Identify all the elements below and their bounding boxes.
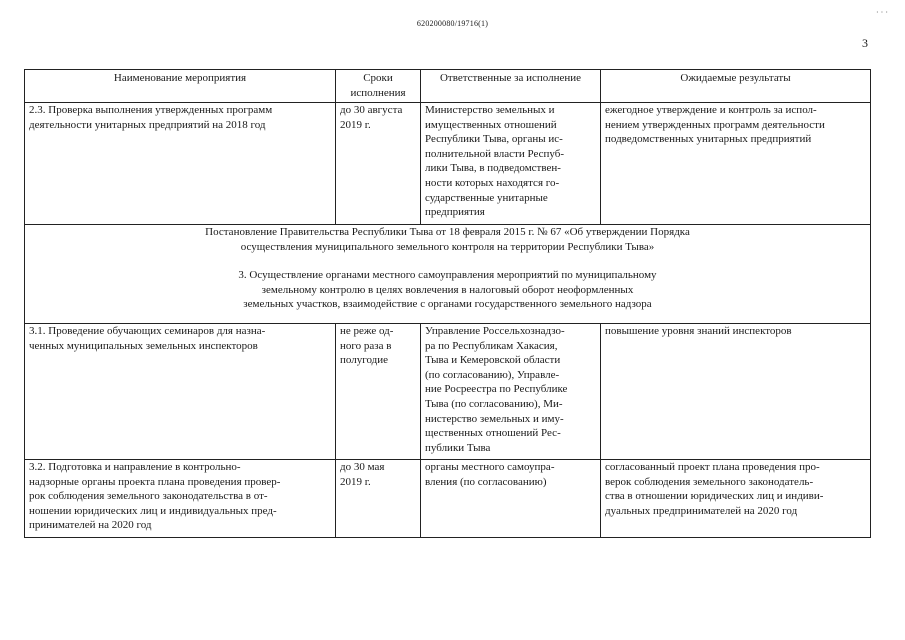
text-line: ности которых находятся го- xyxy=(425,176,560,189)
text-line: 2019 г. xyxy=(340,118,371,131)
section-title-line: земельных участков, взаимодействие с органами государственного земельного надзора xyxy=(243,298,652,311)
text-line: рок соблюдения земельного законодательства в от- xyxy=(29,490,268,503)
resolution-title-line: осуществления муниципального земельного контроля на территории Республики Тыва» xyxy=(240,240,655,253)
text-line: верок соблюдения земельного законодатель- xyxy=(605,475,814,488)
text-line: 3.1. Проведение обучающих семинаров для назна- xyxy=(29,325,266,337)
text-line: (по согласованию), Управле- xyxy=(425,368,560,381)
measure-name-cell xyxy=(25,103,336,225)
header-name: Наименование мероприятия xyxy=(25,70,336,103)
text-line: дуальных предпринимателей на 2020 год xyxy=(605,504,798,517)
text-line: Республики Тыва, органы ис- xyxy=(425,133,563,146)
text-line: не реже од- xyxy=(340,325,394,337)
table-row xyxy=(25,103,871,225)
text-line: имущественных отношений xyxy=(425,118,557,131)
responsible-cell xyxy=(421,460,601,538)
resolution-title-line: Постановление Правительства Республики Тыва от 18 февраля 2015 г. № 67 «Об утверждении Порядка xyxy=(205,226,690,238)
header-results: Ожидаемые результаты xyxy=(601,70,871,103)
table-row xyxy=(25,460,871,538)
text-line: до 30 августа xyxy=(340,104,403,116)
measure-name-cell xyxy=(25,324,336,460)
table-header-row xyxy=(25,70,871,103)
text-line: полнительной власти Респуб- xyxy=(425,147,564,160)
text-line: ного раза в xyxy=(340,339,392,352)
document-code: 620200080/19716(1) xyxy=(416,19,489,28)
section-heading-cell xyxy=(25,225,871,324)
text-line: деятельности унитарных предприятий на 2018 год xyxy=(29,118,266,131)
text-line: Управление Россельхознадзо- xyxy=(425,325,565,337)
text-line: Министерство земельных и xyxy=(425,104,555,116)
text-line: публики Тыва xyxy=(425,441,491,454)
text-line: ра по Республикам Хакасия, xyxy=(425,339,558,352)
header-deadline-line: Сроки xyxy=(363,72,393,84)
page-number: 3 xyxy=(862,36,868,50)
text-line: органы местного самоупра- xyxy=(425,461,555,473)
table-row xyxy=(25,324,871,460)
section-title-line: 3. Осуществление органами местного самоуправления мероприятий по муниципальному xyxy=(238,269,657,282)
text-line: лики Тыва, в подведомствен- xyxy=(425,162,561,175)
text-line: щественных отношений Рес- xyxy=(425,427,561,440)
text-line: предприятия xyxy=(425,206,485,219)
results-cell xyxy=(601,103,871,225)
measure-name-cell xyxy=(25,460,336,538)
text-line: согласованный проект плана проведения про- xyxy=(605,461,820,473)
deadline-cell xyxy=(336,103,421,225)
text-line: полугодие xyxy=(340,354,389,367)
text-line: Тыва (по согласованию), Ми- xyxy=(425,397,563,410)
text-line: 2019 г. xyxy=(340,475,371,488)
text-line: 3.2. Подготовка и направление в контрольно- xyxy=(29,461,241,473)
responsible-cell xyxy=(421,103,601,225)
header-responsible: Ответственные за исполнение xyxy=(421,70,601,103)
text-line: ства в отношении юридических лиц и индиви- xyxy=(605,490,824,503)
results-cell xyxy=(601,324,871,460)
text-line: вления (по согласованию) xyxy=(425,475,547,488)
text-line: ежегодное утверждение и контроль за испол- xyxy=(605,104,817,116)
text-line: Тыва и Кемеровской области xyxy=(425,354,561,367)
measures-table xyxy=(24,69,871,538)
scan-mark: · · · xyxy=(876,8,888,17)
text-line: ношении юридических лиц и индивидуальных пред- xyxy=(29,504,277,517)
text-line: принимателей на 2020 год xyxy=(29,519,152,532)
text-line: нистерство земельных и иму- xyxy=(425,412,564,425)
text-line: сударственные унитарные xyxy=(425,191,548,204)
text-line: 2.3. Проверка выполнения утвержденных программ xyxy=(29,104,273,116)
text-line: надзорные органы проекта плана проведения провер- xyxy=(29,475,281,488)
text-line: подведомственных унитарных предприятий xyxy=(605,133,812,146)
deadline-cell xyxy=(336,324,421,460)
responsible-cell xyxy=(421,324,601,460)
header-deadline xyxy=(336,70,421,103)
text-line: нением утвержденных программ деятельности xyxy=(605,118,825,131)
section-heading-row xyxy=(25,225,871,324)
text-line: ние Росреестра по Республике xyxy=(425,383,568,396)
text-line: ченных муниципальных земельных инспекторов xyxy=(29,339,258,352)
results-cell xyxy=(601,460,871,538)
header-deadline-line: исполнения xyxy=(350,86,406,99)
text-line: до 30 мая xyxy=(340,461,385,473)
section-title-line: земельному контролю в целях вовлечения в налоговый оборот неоформленных xyxy=(261,283,634,296)
deadline-cell xyxy=(336,460,421,538)
text-line: повышение уровня знаний инспекторов xyxy=(605,325,792,337)
